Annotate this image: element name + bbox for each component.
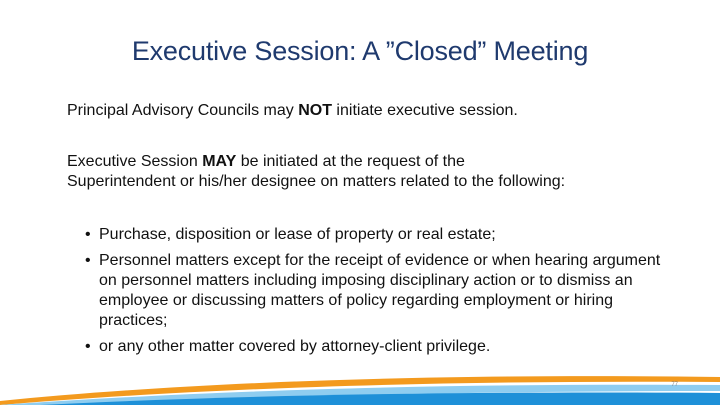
slide-title: Executive Session: A ”Closed” Meeting — [131, 36, 589, 66]
bullet-text: Purchase, disposition or lease of property or real estate; — [99, 226, 496, 243]
paragraph1-text-after: initiate executive session. — [331, 102, 518, 119]
bullet-text: Personnel matters except for the receipt of evidence or when hearing argument on personnel matters including imposing disciplinary action or to dismiss an employee or discussing matters of policy regarding employment or hiring practices; — [99, 252, 661, 329]
paragraph-may-initiate — [67, 152, 567, 192]
paragraph1-text-before: Principal Advisory Councils may — [67, 102, 299, 119]
paragraph2-text-before: Executive Session — [67, 153, 203, 170]
bullet-icon: • — [85, 226, 91, 243]
paragraph2-emphasis: MAY — [202, 153, 237, 170]
paragraph2-text-after: be initiated at the request of the Superintendent or his/her designee on matters related to the following: — [67, 153, 566, 190]
paragraph-not-initiate — [67, 101, 687, 121]
paragraph1-emphasis: NOT — [298, 102, 332, 119]
bullet-list — [85, 225, 665, 363]
page-number: 77 — [671, 382, 678, 388]
bullet-icon: • — [85, 252, 91, 269]
decorative-swoosh-icon — [0, 355, 720, 405]
bullet-text: or any other matter covered by attorney-client privilege. — [99, 338, 491, 355]
list-item — [85, 251, 665, 331]
bullet-icon: • — [85, 338, 91, 355]
list-item — [85, 337, 665, 357]
list-item — [85, 225, 665, 245]
